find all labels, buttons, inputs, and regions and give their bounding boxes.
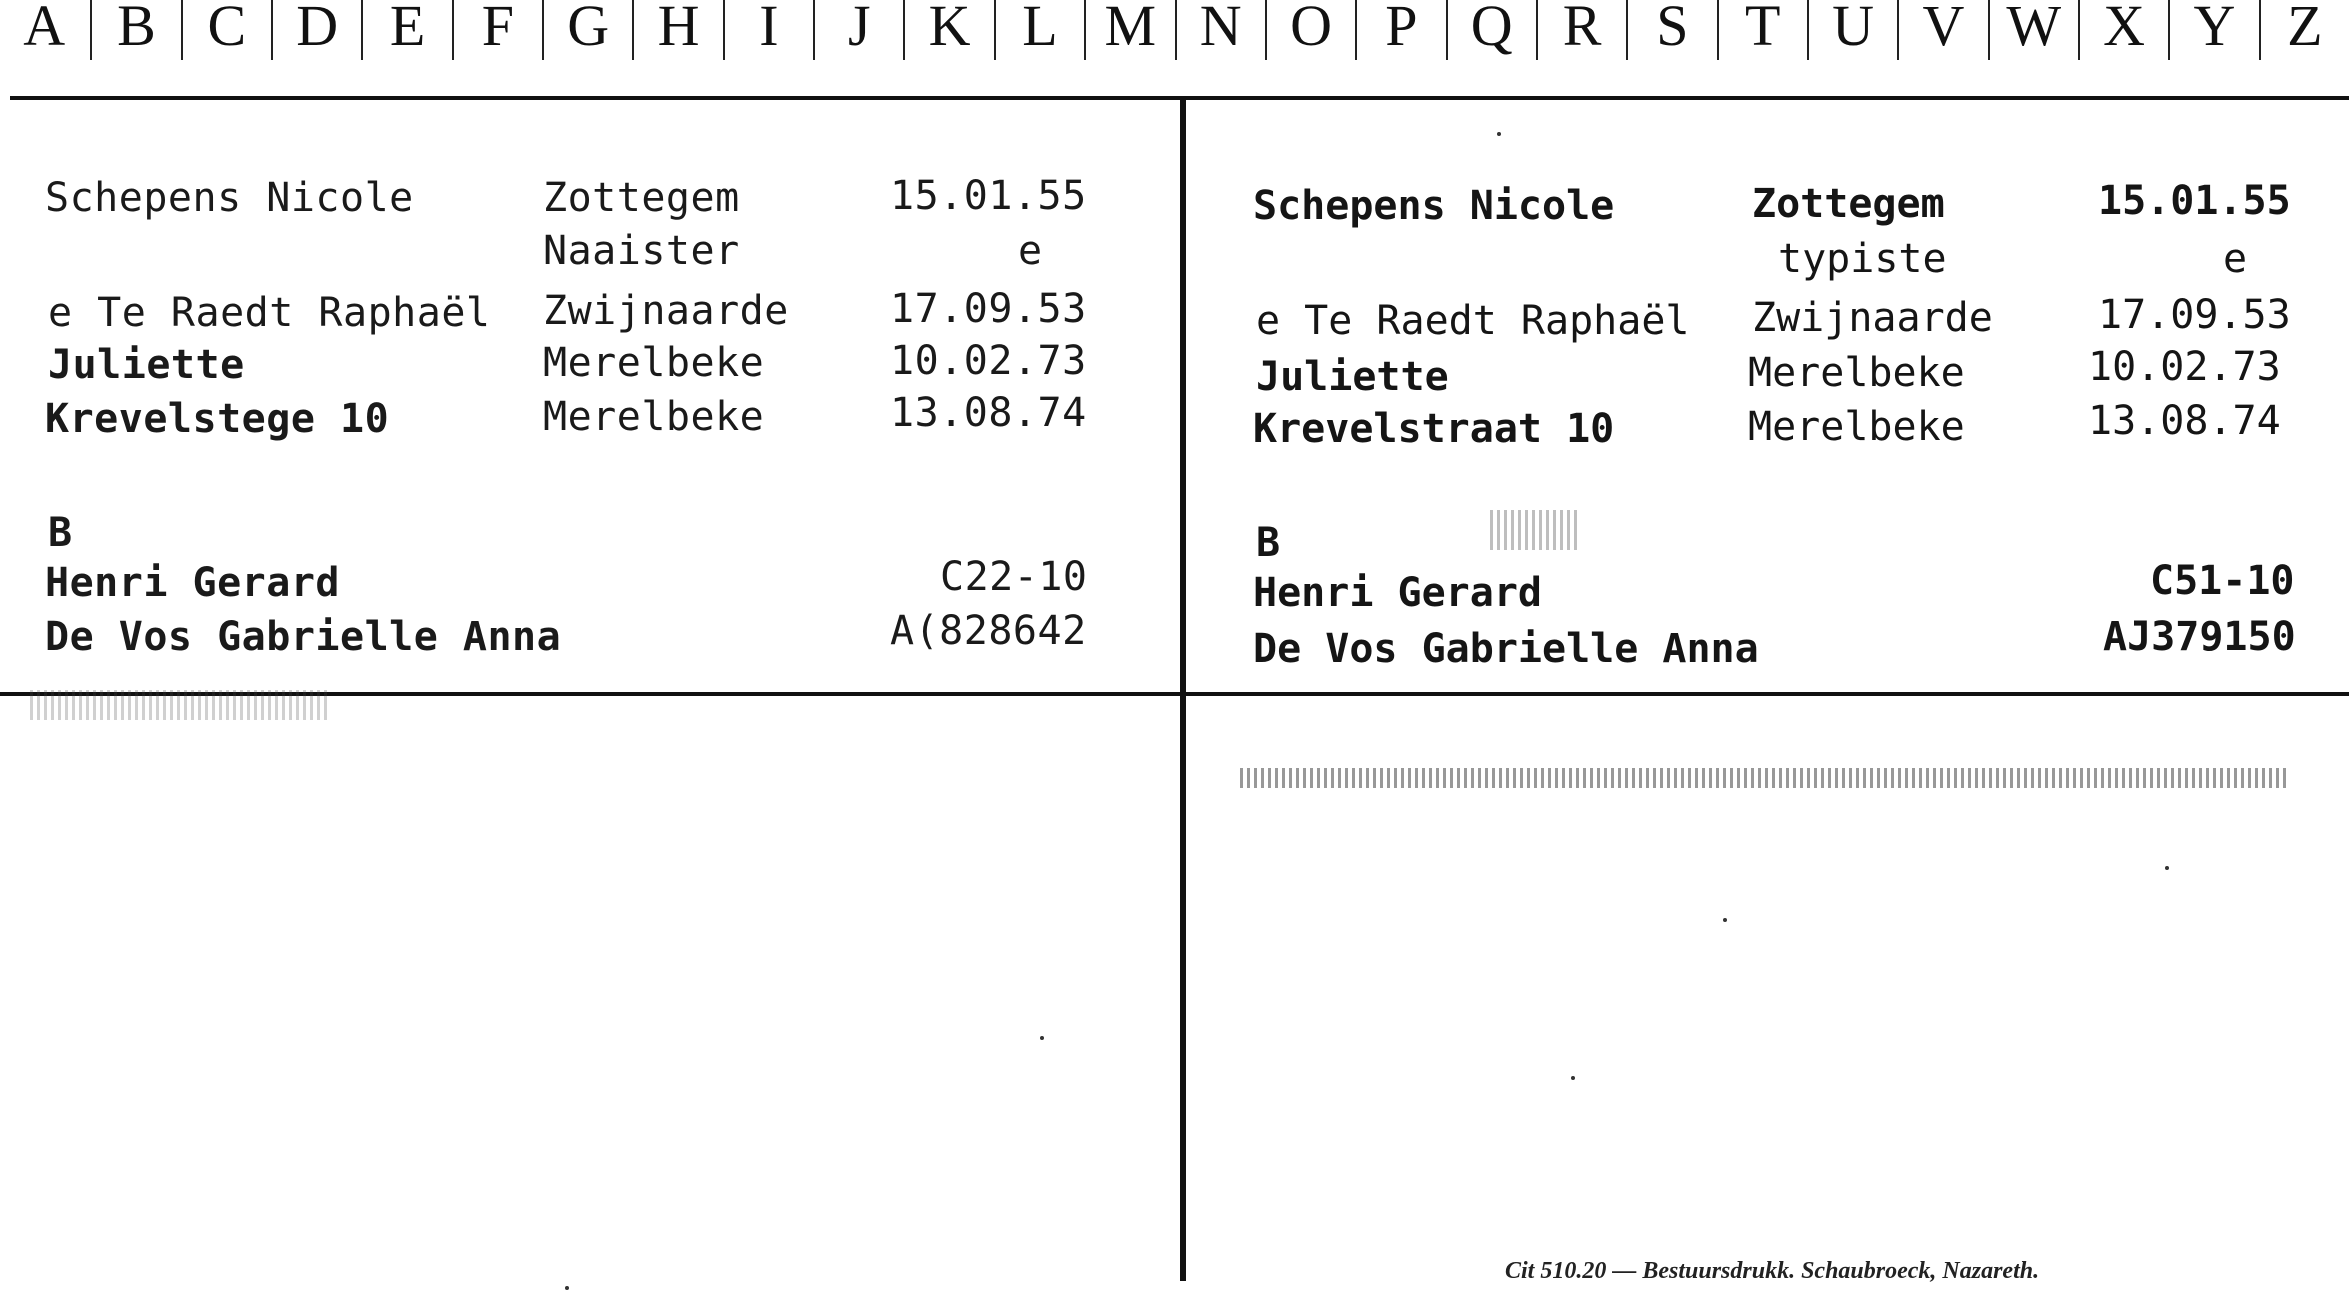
left-e-mark: e — [1018, 228, 1043, 274]
index-letter-w: W — [1988, 0, 2078, 60]
index-letter-q: Q — [1446, 0, 1536, 60]
right-birthdate: 15.01.55 — [2098, 178, 2291, 224]
left-place-3: Merelbeke — [543, 394, 765, 440]
speck — [1497, 132, 1501, 136]
index-letter-u: U — [1807, 0, 1897, 60]
index-letter-v: V — [1897, 0, 1987, 60]
right-code-2: AJ379150 — [2103, 614, 2296, 660]
right-place-2: Merelbeke — [1748, 350, 1965, 396]
left-code-1: C22-10 — [940, 554, 1088, 600]
middle-rule — [0, 692, 2349, 696]
left-spouse-place: Zwijnaarde — [543, 288, 789, 334]
left-mother: De Vos Gabrielle Anna — [45, 614, 562, 660]
index-letter-r: R — [1536, 0, 1626, 60]
speck — [565, 1286, 569, 1290]
index-letter-k: K — [903, 0, 993, 60]
right-code-1: C51-10 — [2150, 558, 2295, 604]
index-letter-o: O — [1265, 0, 1355, 60]
left-father: Henri Gerard — [45, 560, 340, 606]
index-letter-j: J — [813, 0, 903, 60]
speck — [1723, 918, 1727, 922]
index-letter-n: N — [1175, 0, 1265, 60]
index-letter-l: L — [994, 0, 1084, 60]
speck — [1040, 1036, 1044, 1040]
right-spouse: e Te Raedt Raphaël — [1256, 298, 1690, 344]
index-letter-g: G — [542, 0, 632, 60]
index-letter-z: Z — [2259, 0, 2349, 60]
alphabet-index — [0, 0, 2349, 70]
right-birthplace: Zottegem — [1752, 181, 1945, 227]
index-letter-c: C — [181, 0, 271, 60]
index-letter-x: X — [2078, 0, 2168, 60]
left-extra-first-name: Juliette — [48, 342, 245, 388]
index-letter-y: Y — [2168, 0, 2258, 60]
index-letter-b: B — [90, 0, 180, 60]
left-spouse: e Te Raedt Raphaël — [48, 290, 491, 336]
right-date-2: 10.02.73 — [2088, 344, 2281, 390]
left-b-label: B — [48, 510, 73, 556]
index-letter-a: A — [23, 0, 66, 58]
right-b-label: B — [1256, 520, 1281, 566]
right-mother: De Vos Gabrielle Anna — [1253, 626, 1759, 672]
right-address: Krevelstraat 10 — [1253, 406, 1615, 452]
ink-smudge-band — [1240, 768, 2290, 788]
speck — [2165, 866, 2169, 870]
index-letter-s: S — [1626, 0, 1716, 60]
left-place-2: Merelbeke — [543, 340, 765, 386]
left-name: Schepens Nicole — [45, 175, 414, 221]
left-occupation: Naaister — [543, 228, 740, 274]
left-birthplace: Zottegem — [543, 175, 740, 221]
index-letter-e: E — [361, 0, 451, 60]
index-letter-f: F — [452, 0, 542, 60]
left-spouse-date: 17.09.53 — [890, 286, 1087, 332]
index-letter-h: H — [632, 0, 722, 60]
index-letter-p: P — [1355, 0, 1445, 60]
printer-footer: Cit 510.20 — Bestuursdrukk. Schaubroeck, Nazareth. — [1505, 1258, 2040, 1284]
right-extra-first-name: Juliette — [1256, 354, 1449, 400]
right-name: Schepens Nicole — [1253, 183, 1615, 229]
right-spouse-place: Zwijnaarde — [1752, 295, 1993, 341]
index-letter-m: M — [1084, 0, 1174, 60]
ink-smudge-left — [30, 690, 330, 720]
index-letter-d: D — [271, 0, 361, 60]
right-occupation: typiste — [1778, 236, 1947, 282]
right-place-3: Merelbeke — [1748, 404, 1965, 450]
center-divider — [1180, 96, 1186, 1281]
right-e-mark: e — [2223, 236, 2248, 282]
index-letter-t: T — [1717, 0, 1807, 60]
left-birthdate: 15.01.55 — [890, 173, 1087, 219]
left-address: Krevelstege 10 — [45, 396, 390, 442]
right-date-3: 13.08.74 — [2088, 398, 2281, 444]
ink-smudge-center — [1490, 510, 1580, 550]
left-code-2: A(828642 — [890, 608, 1087, 654]
left-date-3: 13.08.74 — [890, 390, 1087, 436]
right-spouse-date: 17.09.53 — [2098, 292, 2291, 338]
right-father: Henri Gerard — [1253, 570, 1542, 616]
speck — [1571, 1076, 1575, 1080]
left-date-2: 10.02.73 — [890, 338, 1087, 384]
index-letter-i: I — [723, 0, 813, 60]
